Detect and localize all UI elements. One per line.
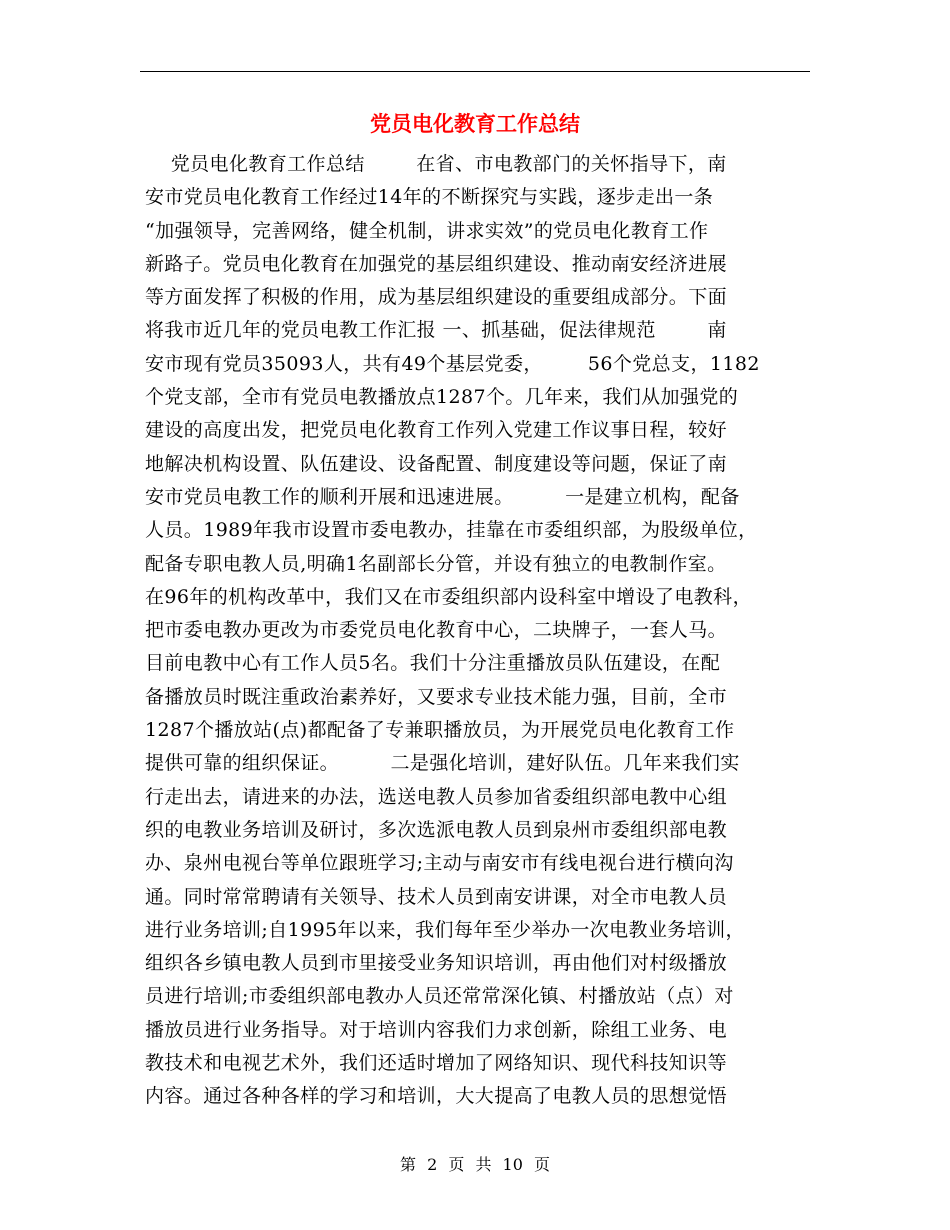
body-text-line: 内容。通过各种各样的学习和培训，大大提高了电教人员的思想觉悟 [145,1085,728,1108]
document-title: 党员电化教育工作总结 [370,111,580,136]
body-text-line: 在96年的机构改革中，我们又在市委组织部内设科室中增设了电教科， [145,585,752,608]
body-text-line: 提供可靠的组织保证。 二是强化培训，建好队伍。几年来我们实 [145,752,740,775]
body-text-line: 安市党员电化教育工作经过14年的不断探究与实践，逐步走出一条 [145,186,714,209]
body-text-line: 备播放员时既注重政治素养好，又要求专业技术能力强，目前，全市 [145,685,728,708]
body-text-line: 行走出去，请进来的办法，选送电教人员参加省委组织部电教中心组 [145,785,728,808]
body-text-line: 播放员进行业务指导。对于培训内容我们力求创新，除组工业务、电 [145,1018,728,1041]
body-text-line: 安市现有党员35093人，共有49个基层党委， 56个党总支，1182 [145,352,760,375]
body-text-line: 员进行培训;市委组织部电教办人员还常常深化镇、村播放站（点）对 [145,985,734,1008]
body-text-line: 进行业务培训;自1995年以来，我们每年至少举办一次电教业务培训， [145,918,745,941]
body-text-line: 织的电教业务培训及研讨，多次选派电教人员到泉州市委组织部电教 [145,818,728,841]
body-text-line: 人员。1989年我市设置市委电教办，挂靠在市委组织部，为股级单位， [145,519,758,542]
body-text-line: 个党支部，全市有党员电教播放点1287个。几年来，我们从加强党的 [145,386,739,409]
page-number-footer: 第 2 页 共 10 页 [400,1155,550,1174]
body-text-line: 配备专职电教人员,明确1名副部长分管，并设有独立的电教制作室。 [145,552,727,575]
document-body [145,148,809,1114]
body-text-line: 组织各乡镇电教人员到市里接受业务知识培训，再由他们对村级播放 [145,952,728,975]
header-rule [140,71,810,72]
body-text-line: 把市委电教办更改为市委党员电化教育中心，二块牌子，一套人马。 [145,619,728,642]
body-text-line: 建设的高度出发，把党员电化教育工作列入党建工作议事日程，较好 [145,419,728,442]
body-text-line: 通。同时常常聘请有关领导、技术人员到南安讲课，对全市电教人员 [145,885,728,908]
body-text-line: 等方面发挥了积极的作用，成为基层组织建设的重要组成部分。下面 [145,286,728,309]
body-text-line: 地解决机构设置、队伍建设、设备配置、制度建设等问题，保证了南 [145,452,728,475]
body-text-line: “加强领导，完善网络，健全机制，讲求实效”的党员电化教育工作 [145,219,709,242]
body-text-line: 目前电教中心有工作人员5名。我们十分注重播放员队伍建设，在配 [145,652,721,675]
body-text-line: 办、泉州电视台等单位跟班学习;主动与南安市有线电视台进行横向沟 [145,852,734,875]
body-text-line: 将我市近几年的党员电教工作汇报 一、抓基础，促法律规范 南 [145,319,727,342]
body-text-line: 新路子。党员电化教育在加强党的基层组织建设、推动南安经济进展 [145,252,728,275]
body-text-line: 1287个播放站(点)都配备了专兼职播放员，为开展党员电化教育工作 [145,719,735,742]
body-text-line: 教技术和电视艺术外，我们还适时增加了网络知识、现代科技知识等 [145,1052,728,1075]
body-text-line: 党员电化教育工作总结 在省、市电教部门的关怀指导下，南 [145,153,727,175]
body-text-line: 安市党员电教工作的顺利开展和迅速进展。 一是建立机构，配备 [145,485,740,508]
